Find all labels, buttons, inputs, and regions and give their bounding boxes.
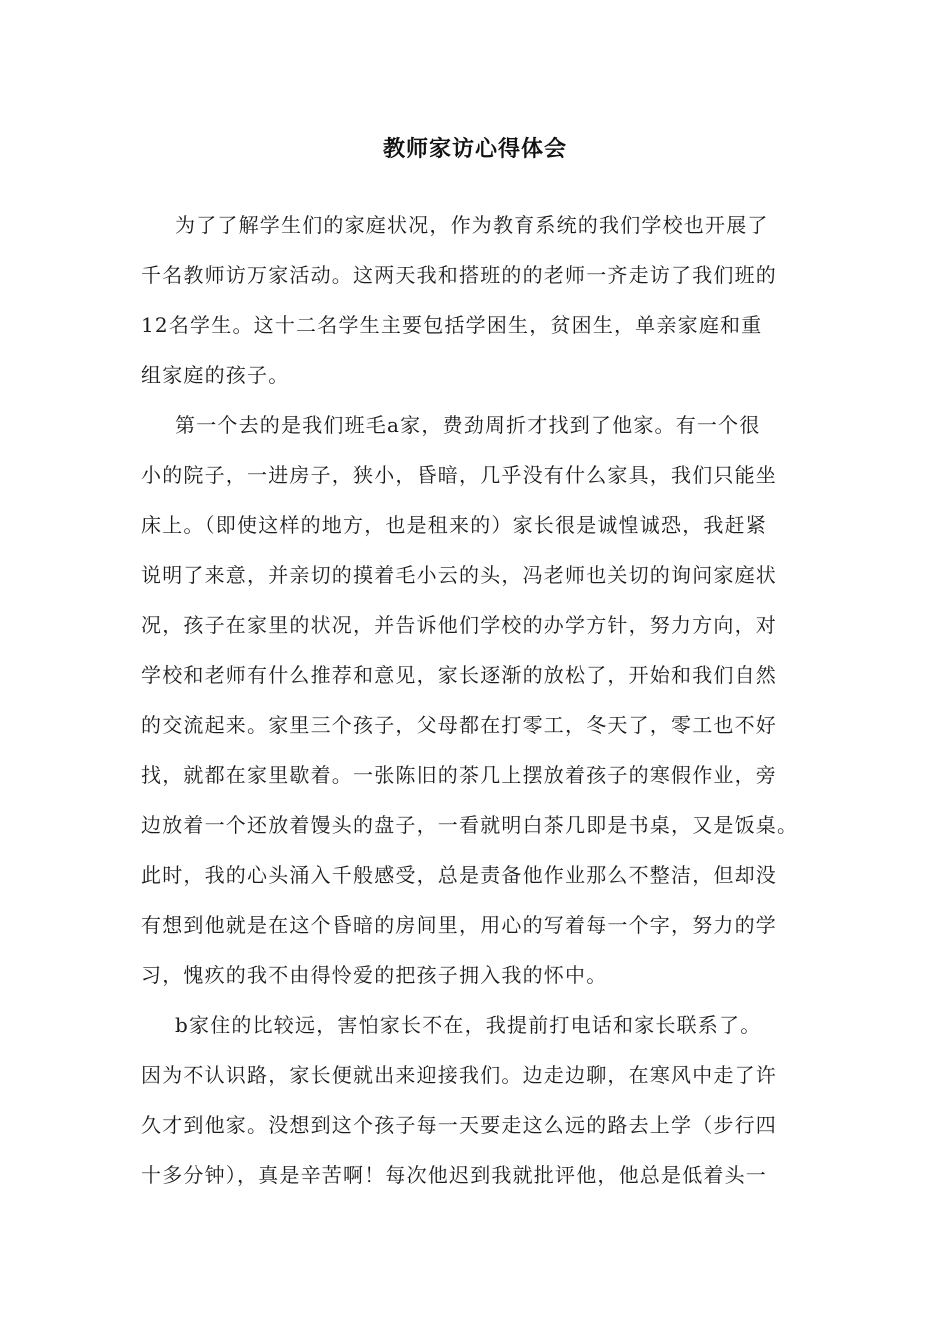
text-line: 的交流起来。家里三个孩子，父母都在打零工，冬天了，零工也不好 [141,713,777,737]
text-line: 说明了来意，并亲切的摸着毛小云的头，冯老师也关切的询问家庭状 [141,563,777,587]
text-line: b家住的比较远，害怕家长不在，我提前打电话和家长联系了。 [175,1013,762,1037]
text-line: 为了了解学生们的家庭状况，作为教育系统的我们学校也开展了 [175,213,769,237]
text-line: 组家庭的孩子。 [141,363,290,387]
document-title: 教师家访心得体会 [382,136,567,162]
text-line: 床上。（即使这样的地方，也是租来的）家长很是诚惶诚恐，我赶紧 [141,513,767,537]
text-line: 12名学生。这十二名学生主要包括学困生，贫困生，单亲家庭和重 [141,313,763,337]
text-line: 此时，我的心头涌入千般感受，总是责备他作业那么不整洁，但却没 [141,863,777,887]
text-line: 况，孩子在家里的状况，并告诉他们学校的办学方针，努力方向，对 [141,613,777,637]
text-line: 千名教师访万家活动。这两天我和搭班的的老师一齐走访了我们班的 [141,263,777,287]
text-line: 学校和老师有什么推荐和意见，家长逐渐的放松了，开始和我们自然 [141,663,777,687]
text-line: 因为不认识路，家长便就出来迎接我们。边走边聊，在寒风中走了许 [141,1063,777,1087]
document-body [141,207,821,1207]
text-line: 十多分钟），真是辛苦啊！每次他迟到我就批评他，他总是低着头一 [141,1163,767,1187]
text-line: 第一个去的是我们班毛a家，费劲周折才找到了他家。有一个很 [175,413,761,437]
text-line: 有想到他就是在这个昏暗的房间里，用心的写着每一个字，努力的学 [141,913,777,937]
text-line: 找，就都在家里歇着。一张陈旧的茶几上摆放着孩子的寒假作业，旁 [141,763,777,787]
text-line: 小的院子，一进房子，狭小，昏暗，几乎没有什么家具，我们只能坐 [141,463,777,487]
text-line: 边放着一个还放着馒头的盘子，一看就明白茶几即是书桌，又是饭桌。 [141,813,799,837]
text-line: 习，愧疚的我不由得怜爱的把孩子拥入我的怀中。 [141,963,608,987]
text-line: 久才到他家。没想到这个孩子每一天要走这么远的路去上学（步行四 [141,1113,777,1137]
